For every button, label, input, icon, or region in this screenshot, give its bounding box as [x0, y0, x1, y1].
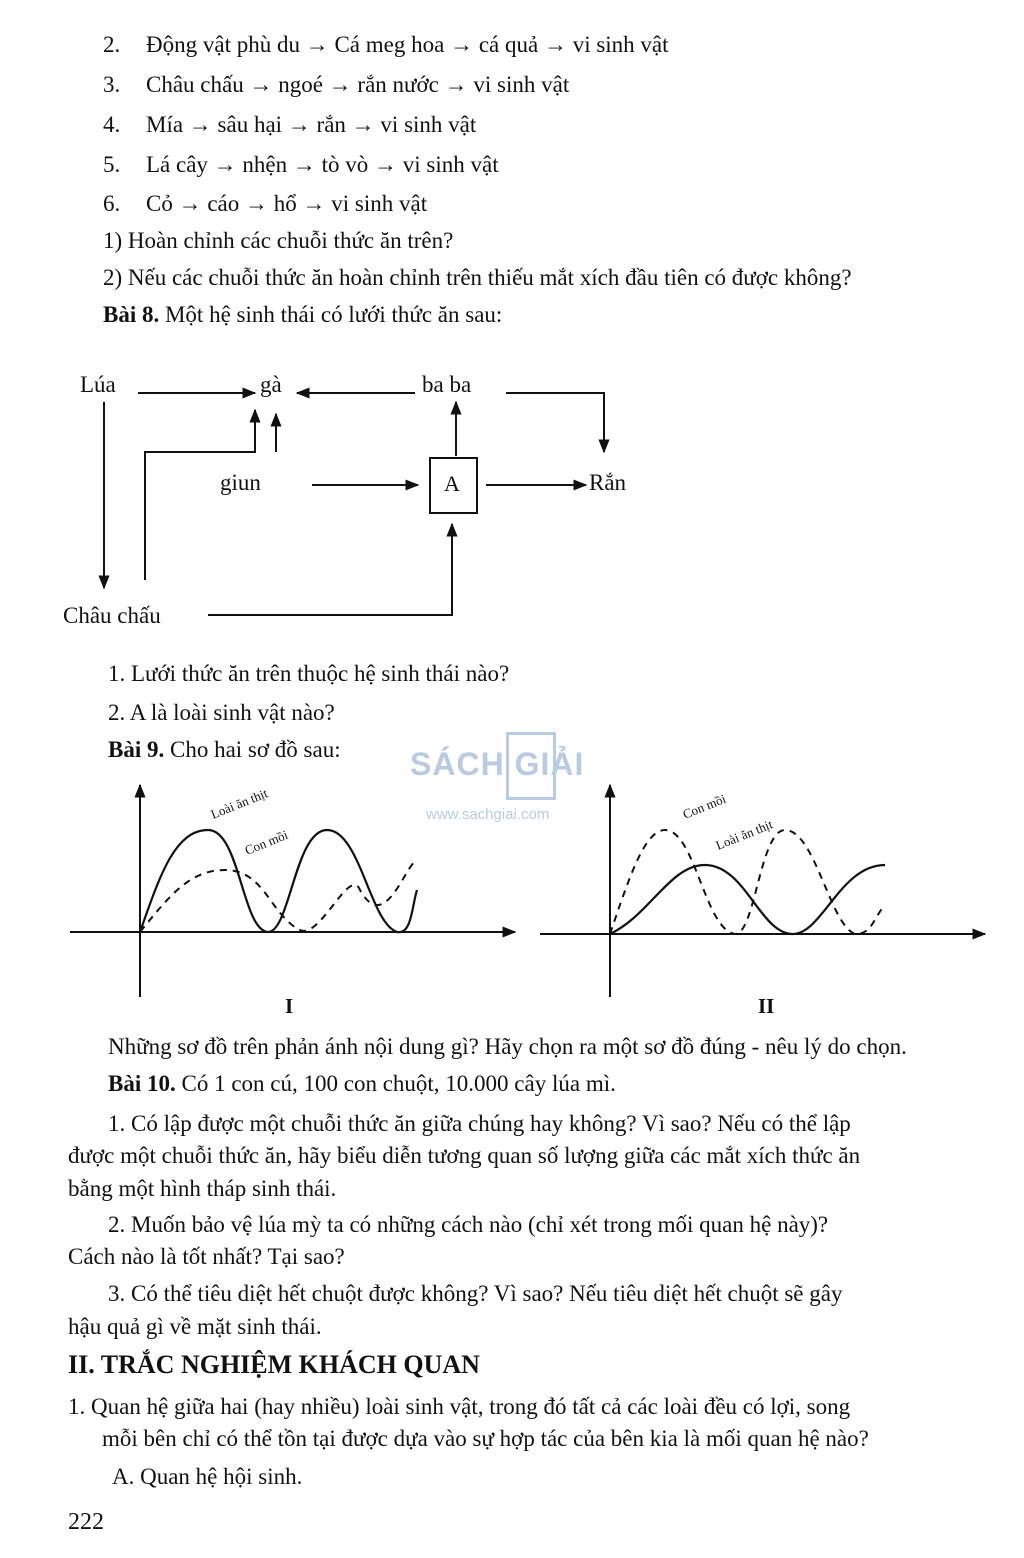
exercise-10-part-1-line-3: bằng một hình tháp sinh thái. [68, 1176, 337, 1201]
graph-i-predator-label: Loài ăn thịt [208, 785, 270, 822]
exercise-10-part-3-line-1: 3. Có thể tiêu diệt hết chuột được không? Vì sao? Nếu tiêu diệt hết chuột sẽ gây [108, 1281, 843, 1306]
node-baba: ba ba [422, 372, 472, 397]
node-lua: Lúa [80, 372, 116, 397]
exercise-10-part-1-line-2: được một chuỗi thức ăn, hãy biểu diễn tương quan số lượng giữa các mắt xích thức ăn [68, 1143, 861, 1168]
mcq-1-line-2: mỗi bên chỉ có thể tồn tại được dựa vào sự hợp tác của bên kia là mối quan hệ nào? [102, 1426, 869, 1451]
exercise-10-label: Bài 10. [108, 1071, 176, 1096]
arrow-chauchau-ga [145, 410, 255, 580]
chain-3-text: Châu chấu → ngoé → rắn nước → vi sinh vật [146, 72, 570, 97]
question-complete-chains: 1) Hoàn chỉnh các chuỗi thức ăn trên? [103, 228, 454, 253]
exercise-10-text: Có 1 con cú, 100 con chuột, 10.000 cây lúa mì. [175, 1071, 616, 1096]
exercise-9-text: Cho hai sơ đồ sau: [164, 737, 341, 762]
graph-ii-caption: II [758, 994, 775, 1018]
exercise-8-question-1: 1. Lưới thức ăn trên thuộc hệ sinh thái nào? [108, 661, 510, 686]
exercise-10-heading [108, 1070, 616, 1098]
chain-6-number: 6. [103, 191, 121, 216]
graph-ii-predator-label: Loài ăn thịt [713, 816, 775, 853]
chain-4-text: Mía → sâu hại → rắn → vi sinh vật [146, 112, 477, 137]
chain-3-number: 3. [103, 72, 121, 97]
node-chau-chau: Châu chấu [63, 603, 161, 628]
exercise-8-heading [103, 301, 502, 329]
chain-4-number: 4. [103, 112, 121, 137]
watermark-title: SÁCH GIẢI [410, 746, 585, 782]
graph-i [60, 775, 530, 1025]
node-ran: Rắn [589, 470, 627, 495]
question-missing-link: 2) Nếu các chuỗi thức ăn hoàn chỉnh trên thiếu mắt xích đầu tiên có được không? [103, 265, 852, 290]
page-number: 222 [68, 1509, 104, 1535]
chain-2-number: 2. [103, 32, 121, 57]
exercise-10-part-1-line-1: 1. Có lập được một chuỗi thức ăn giữa chúng hay không? Vì sao? Nếu có thể lập [108, 1111, 851, 1136]
exercise-10-part-3-line-2: hậu quả gì về mặt sinh thái. [68, 1314, 322, 1339]
arrow-chauchau-a [208, 524, 452, 615]
mcq-1-option-a: A. Quan hệ hội sinh. [112, 1464, 303, 1489]
exercise-10-part-2-line-1: 2. Muốn bảo vệ lúa mỳ ta có những cách nào (chỉ xét trong mối quan hệ này)? [108, 1212, 829, 1237]
exercise-9-question: Những sơ đồ trên phản ánh nội dung gì? Hãy chọn ra một sơ đồ đúng - nêu lý do chọn. [108, 1034, 907, 1059]
exercise-9-label: Bài 9. [108, 737, 165, 762]
graph-i-prey-label: Con mồi [242, 826, 290, 858]
graph-ii [530, 775, 1000, 1025]
node-giun: giun [220, 470, 261, 495]
node-a: A [444, 471, 460, 496]
node-ga: gà [260, 372, 282, 397]
watermark-url: www.sachgiai.com [426, 806, 550, 823]
exercise-9-heading [108, 736, 341, 764]
graph-ii-prey-curve [610, 830, 885, 934]
section-2-heading: II. TRẮC NGHIỆM KHÁCH QUAN [68, 1350, 480, 1379]
chain-6-text: Cỏ → cáo → hổ → vi sinh vật [146, 191, 428, 216]
exercise-8-text: Một hệ sinh thái có lưới thức ăn sau: [159, 302, 503, 327]
exercise-8-question-2: 2. A là loài sinh vật nào? [108, 700, 335, 725]
mcq-1-line-1: 1. Quan hệ giữa hai (hay nhiều) loài sinh vật, trong đó tất cả các loài đều có lợi, song [68, 1394, 851, 1419]
food-web-diagram [0, 360, 700, 640]
exercise-8-label: Bài 8. [103, 302, 160, 327]
chain-5-number: 5. [103, 152, 121, 177]
graph-ii-prey-label: Con mồi [680, 790, 728, 822]
chain-2-text: Động vật phù du → Cá meg hoa → cá quả → vi sinh vật [146, 32, 669, 57]
chain-5-text: Lá cây → nhện → tò vò → vi sinh vật [146, 152, 499, 177]
arrow-baba-ran [506, 393, 604, 452]
exercise-10-part-2-line-2: Cách nào là tốt nhất? Tại sao? [68, 1244, 345, 1269]
graph-i-caption: I [285, 994, 294, 1018]
